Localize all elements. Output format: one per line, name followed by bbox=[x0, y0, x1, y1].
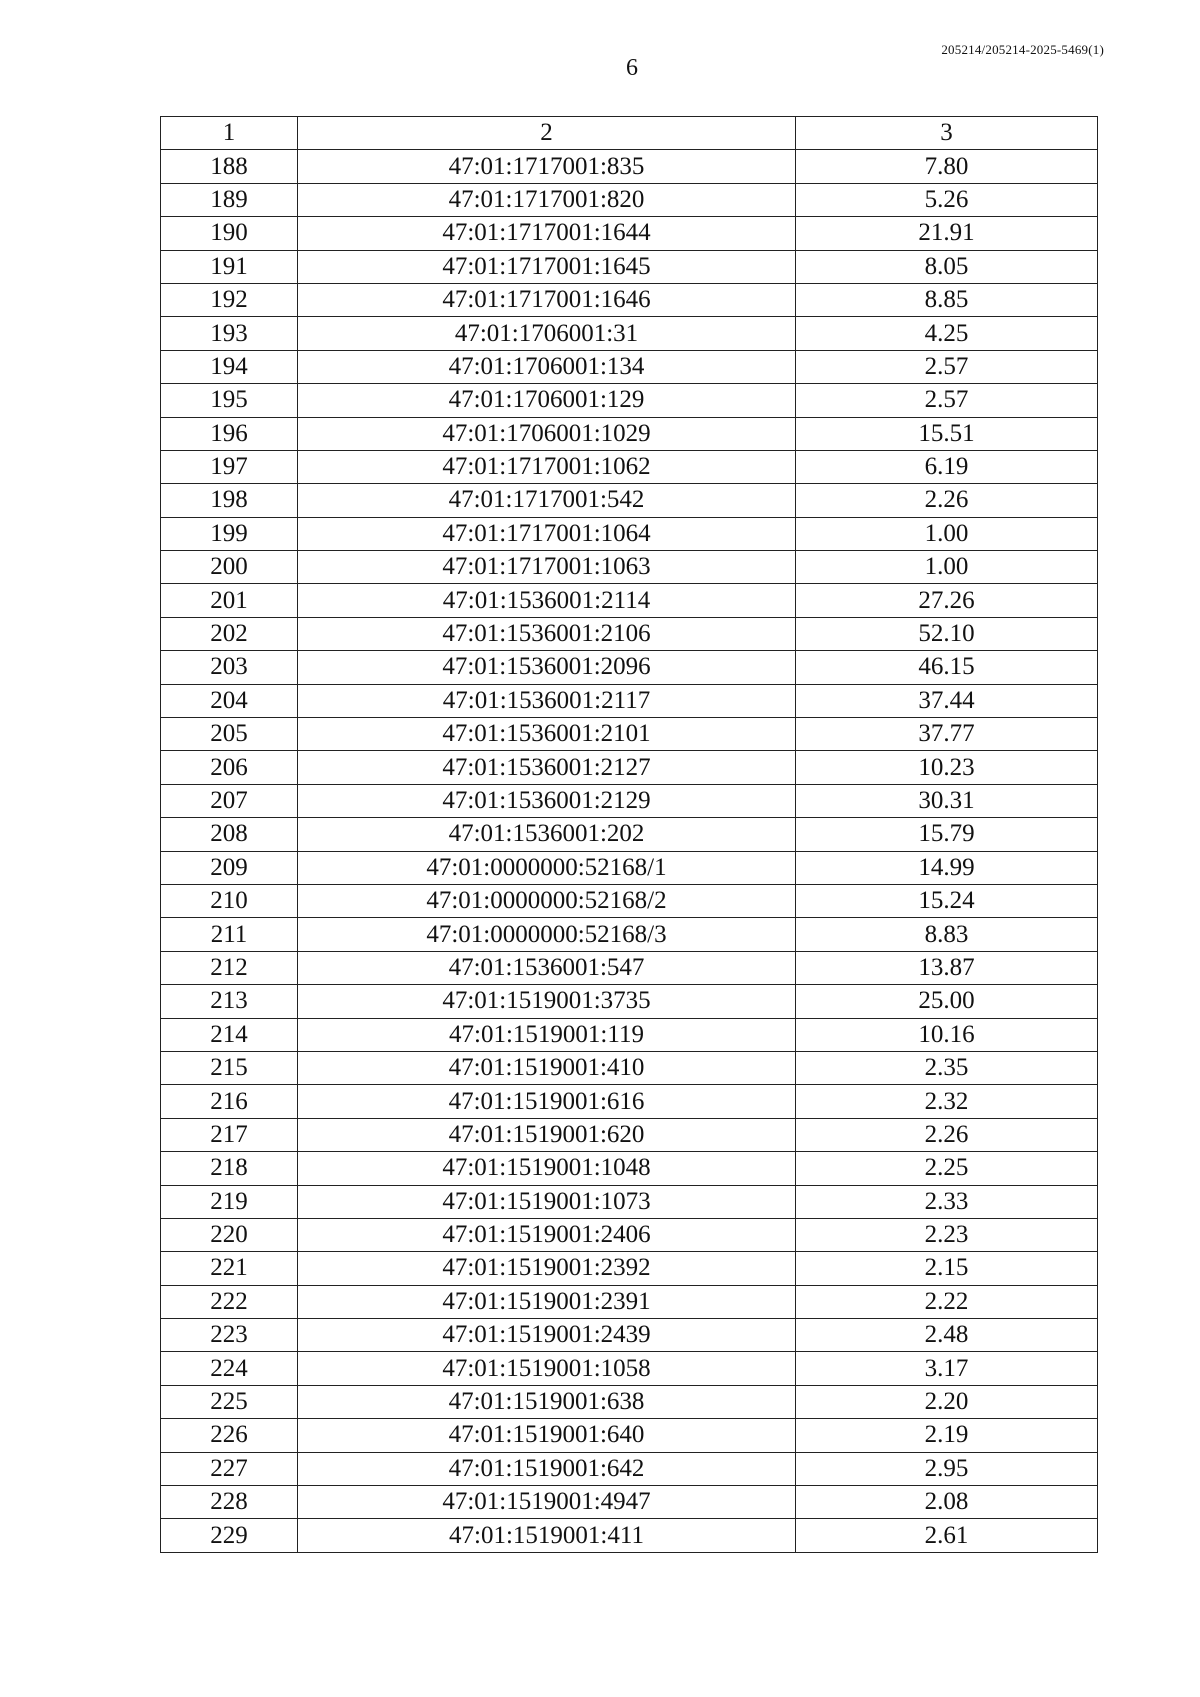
cadastral-number-cell: 47:01:1706001:134 bbox=[298, 350, 796, 383]
cadastral-number-cell: 47:01:1717001:1646 bbox=[298, 283, 796, 316]
cadastral-number-cell: 47:01:1717001:542 bbox=[298, 484, 796, 517]
area-value-cell: 2.35 bbox=[796, 1051, 1098, 1084]
table-row bbox=[161, 784, 1098, 817]
table-row bbox=[161, 417, 1098, 450]
table-row bbox=[161, 1218, 1098, 1251]
cadastral-number-cell: 47:01:1519001:411 bbox=[298, 1519, 796, 1552]
row-number-cell: 225 bbox=[161, 1385, 298, 1418]
cadastral-number-cell: 47:01:1717001:1644 bbox=[298, 217, 796, 250]
cadastral-number-cell: 47:01:1519001:616 bbox=[298, 1085, 796, 1118]
table-row bbox=[161, 818, 1098, 851]
table-row bbox=[161, 317, 1098, 350]
cadastral-number-cell: 47:01:1519001:642 bbox=[298, 1452, 796, 1485]
table-row bbox=[161, 985, 1098, 1018]
table-row bbox=[161, 1319, 1098, 1352]
table-row bbox=[161, 450, 1098, 483]
table-row bbox=[161, 751, 1098, 784]
area-value-cell: 14.99 bbox=[796, 851, 1098, 884]
area-value-cell: 2.23 bbox=[796, 1218, 1098, 1251]
area-value-cell: 2.57 bbox=[796, 384, 1098, 417]
cadastral-number-cell: 47:01:1706001:1029 bbox=[298, 417, 796, 450]
row-number-cell: 195 bbox=[161, 384, 298, 417]
table-row bbox=[161, 1519, 1098, 1552]
row-number-cell: 190 bbox=[161, 217, 298, 250]
area-value-cell: 2.15 bbox=[796, 1252, 1098, 1285]
table-body bbox=[161, 150, 1098, 1552]
table-row bbox=[161, 884, 1098, 917]
table-row bbox=[161, 183, 1098, 216]
row-number-cell: 205 bbox=[161, 718, 298, 751]
cadastral-number-cell: 47:01:1519001:2391 bbox=[298, 1285, 796, 1318]
area-value-cell: 15.79 bbox=[796, 818, 1098, 851]
document-reference: 205214/205214-2025-5469(1) bbox=[941, 42, 1104, 57]
table-row bbox=[161, 1051, 1098, 1084]
table-row bbox=[161, 684, 1098, 717]
area-value-cell: 2.26 bbox=[796, 484, 1098, 517]
table-row bbox=[161, 250, 1098, 283]
area-value-cell: 2.32 bbox=[796, 1085, 1098, 1118]
cadastral-number-cell: 47:01:1519001:4947 bbox=[298, 1486, 796, 1519]
row-number-cell: 200 bbox=[161, 551, 298, 584]
row-number-cell: 192 bbox=[161, 283, 298, 316]
area-value-cell: 2.57 bbox=[796, 350, 1098, 383]
table-row bbox=[161, 484, 1098, 517]
cadastral-number-cell: 47:01:0000000:52168/2 bbox=[298, 884, 796, 917]
area-value-cell: 30.31 bbox=[796, 784, 1098, 817]
cadastral-number-cell: 47:01:1519001:640 bbox=[298, 1419, 796, 1452]
cadastral-number-cell: 47:01:1519001:620 bbox=[298, 1118, 796, 1151]
cadastral-number-cell: 47:01:1519001:119 bbox=[298, 1018, 796, 1051]
row-number-cell: 229 bbox=[161, 1519, 298, 1552]
row-number-cell: 215 bbox=[161, 1051, 298, 1084]
cadastral-number-cell: 47:01:1536001:2101 bbox=[298, 718, 796, 751]
table-row bbox=[161, 1486, 1098, 1519]
column-header: 2 bbox=[298, 117, 796, 150]
area-value-cell: 8.05 bbox=[796, 250, 1098, 283]
table-row bbox=[161, 918, 1098, 951]
cadastral-number-cell: 47:01:1706001:31 bbox=[298, 317, 796, 350]
row-number-cell: 214 bbox=[161, 1018, 298, 1051]
area-value-cell: 3.17 bbox=[796, 1352, 1098, 1385]
row-number-cell: 203 bbox=[161, 651, 298, 684]
row-number-cell: 219 bbox=[161, 1185, 298, 1218]
row-number-cell: 204 bbox=[161, 684, 298, 717]
row-number-cell: 188 bbox=[161, 150, 298, 183]
area-value-cell: 1.00 bbox=[796, 551, 1098, 584]
row-number-cell: 202 bbox=[161, 617, 298, 650]
row-number-cell: 211 bbox=[161, 918, 298, 951]
row-number-cell: 201 bbox=[161, 584, 298, 617]
table-row bbox=[161, 1352, 1098, 1385]
row-number-cell: 220 bbox=[161, 1218, 298, 1251]
cadastral-number-cell: 47:01:1519001:1058 bbox=[298, 1352, 796, 1385]
row-number-cell: 228 bbox=[161, 1486, 298, 1519]
row-number-cell: 191 bbox=[161, 250, 298, 283]
cadastral-table bbox=[160, 116, 1098, 1553]
row-number-cell: 223 bbox=[161, 1319, 298, 1352]
table-row bbox=[161, 150, 1098, 183]
row-number-cell: 212 bbox=[161, 951, 298, 984]
row-number-cell: 224 bbox=[161, 1352, 298, 1385]
row-number-cell: 193 bbox=[161, 317, 298, 350]
cadastral-number-cell: 47:01:1519001:638 bbox=[298, 1385, 796, 1418]
table-row bbox=[161, 283, 1098, 316]
area-value-cell: 8.85 bbox=[796, 283, 1098, 316]
table-row bbox=[161, 384, 1098, 417]
area-value-cell: 15.51 bbox=[796, 417, 1098, 450]
cadastral-number-cell: 47:01:1519001:410 bbox=[298, 1051, 796, 1084]
area-value-cell: 13.87 bbox=[796, 951, 1098, 984]
cadastral-number-cell: 47:01:1519001:2392 bbox=[298, 1252, 796, 1285]
table-row bbox=[161, 651, 1098, 684]
table-row bbox=[161, 1385, 1098, 1418]
row-number-cell: 222 bbox=[161, 1285, 298, 1318]
table-row bbox=[161, 517, 1098, 550]
row-number-cell: 209 bbox=[161, 851, 298, 884]
area-value-cell: 2.20 bbox=[796, 1385, 1098, 1418]
row-number-cell: 194 bbox=[161, 350, 298, 383]
cadastral-number-cell: 47:01:1536001:2106 bbox=[298, 617, 796, 650]
area-value-cell: 21.91 bbox=[796, 217, 1098, 250]
cadastral-number-cell: 47:01:1717001:1063 bbox=[298, 551, 796, 584]
cadastral-number-cell: 47:01:1519001:3735 bbox=[298, 985, 796, 1018]
area-value-cell: 2.19 bbox=[796, 1419, 1098, 1452]
page-number: 6 bbox=[626, 55, 638, 81]
cadastral-number-cell: 47:01:0000000:52168/3 bbox=[298, 918, 796, 951]
area-value-cell: 2.48 bbox=[796, 1319, 1098, 1352]
table-row bbox=[161, 584, 1098, 617]
table-row bbox=[161, 718, 1098, 751]
area-value-cell: 15.24 bbox=[796, 884, 1098, 917]
table-row bbox=[161, 1018, 1098, 1051]
area-value-cell: 1.00 bbox=[796, 517, 1098, 550]
cadastral-number-cell: 47:01:1536001:2117 bbox=[298, 684, 796, 717]
row-number-cell: 206 bbox=[161, 751, 298, 784]
row-number-cell: 198 bbox=[161, 484, 298, 517]
row-number-cell: 221 bbox=[161, 1252, 298, 1285]
table-row bbox=[161, 1085, 1098, 1118]
table-row bbox=[161, 1452, 1098, 1485]
table-row bbox=[161, 1419, 1098, 1452]
area-value-cell: 25.00 bbox=[796, 985, 1098, 1018]
cadastral-number-cell: 47:01:1519001:2439 bbox=[298, 1319, 796, 1352]
area-value-cell: 52.10 bbox=[796, 617, 1098, 650]
cadastral-number-cell: 47:01:1536001:2127 bbox=[298, 751, 796, 784]
cadastral-number-cell: 47:01:1519001:2406 bbox=[298, 1218, 796, 1251]
row-number-cell: 208 bbox=[161, 818, 298, 851]
area-value-cell: 7.80 bbox=[796, 150, 1098, 183]
row-number-cell: 196 bbox=[161, 417, 298, 450]
cadastral-number-cell: 47:01:1717001:1064 bbox=[298, 517, 796, 550]
table-row bbox=[161, 1252, 1098, 1285]
cadastral-number-cell: 47:01:1706001:129 bbox=[298, 384, 796, 417]
row-number-cell: 197 bbox=[161, 450, 298, 483]
area-value-cell: 37.77 bbox=[796, 718, 1098, 751]
row-number-cell: 218 bbox=[161, 1152, 298, 1185]
cadastral-number-cell: 47:01:1717001:820 bbox=[298, 183, 796, 216]
area-value-cell: 2.22 bbox=[796, 1285, 1098, 1318]
area-value-cell: 2.08 bbox=[796, 1486, 1098, 1519]
area-value-cell: 2.61 bbox=[796, 1519, 1098, 1552]
table-row bbox=[161, 1185, 1098, 1218]
cadastral-number-cell: 47:01:1536001:202 bbox=[298, 818, 796, 851]
area-value-cell: 10.23 bbox=[796, 751, 1098, 784]
table-row bbox=[161, 217, 1098, 250]
row-number-cell: 207 bbox=[161, 784, 298, 817]
row-number-cell: 227 bbox=[161, 1452, 298, 1485]
table-row bbox=[161, 551, 1098, 584]
area-value-cell: 5.26 bbox=[796, 183, 1098, 216]
table-row bbox=[161, 350, 1098, 383]
cadastral-number-cell: 47:01:1717001:1645 bbox=[298, 250, 796, 283]
cadastral-number-cell: 47:01:1519001:1073 bbox=[298, 1185, 796, 1218]
cadastral-number-cell: 47:01:1536001:2096 bbox=[298, 651, 796, 684]
area-value-cell: 10.16 bbox=[796, 1018, 1098, 1051]
area-value-cell: 2.25 bbox=[796, 1152, 1098, 1185]
table-row bbox=[161, 1118, 1098, 1151]
row-number-cell: 210 bbox=[161, 884, 298, 917]
row-number-cell: 217 bbox=[161, 1118, 298, 1151]
area-value-cell: 4.25 bbox=[796, 317, 1098, 350]
area-value-cell: 8.83 bbox=[796, 918, 1098, 951]
cadastral-number-cell: 47:01:0000000:52168/1 bbox=[298, 851, 796, 884]
row-number-cell: 189 bbox=[161, 183, 298, 216]
table-row bbox=[161, 617, 1098, 650]
table-row bbox=[161, 951, 1098, 984]
column-header: 3 bbox=[796, 117, 1098, 150]
area-value-cell: 2.26 bbox=[796, 1118, 1098, 1151]
table-row bbox=[161, 1152, 1098, 1185]
table-header-row bbox=[161, 117, 1098, 150]
area-value-cell: 2.95 bbox=[796, 1452, 1098, 1485]
area-value-cell: 27.26 bbox=[796, 584, 1098, 617]
table-row bbox=[161, 851, 1098, 884]
cadastral-number-cell: 47:01:1519001:1048 bbox=[298, 1152, 796, 1185]
cadastral-number-cell: 47:01:1536001:547 bbox=[298, 951, 796, 984]
table-row bbox=[161, 1285, 1098, 1318]
area-value-cell: 46.15 bbox=[796, 651, 1098, 684]
area-value-cell: 37.44 bbox=[796, 684, 1098, 717]
row-number-cell: 213 bbox=[161, 985, 298, 1018]
cadastral-number-cell: 47:01:1536001:2129 bbox=[298, 784, 796, 817]
cadastral-number-cell: 47:01:1536001:2114 bbox=[298, 584, 796, 617]
cadastral-number-cell: 47:01:1717001:835 bbox=[298, 150, 796, 183]
area-value-cell: 2.33 bbox=[796, 1185, 1098, 1218]
row-number-cell: 216 bbox=[161, 1085, 298, 1118]
column-header: 1 bbox=[161, 117, 298, 150]
row-number-cell: 226 bbox=[161, 1419, 298, 1452]
row-number-cell: 199 bbox=[161, 517, 298, 550]
area-value-cell: 6.19 bbox=[796, 450, 1098, 483]
cadastral-number-cell: 47:01:1717001:1062 bbox=[298, 450, 796, 483]
